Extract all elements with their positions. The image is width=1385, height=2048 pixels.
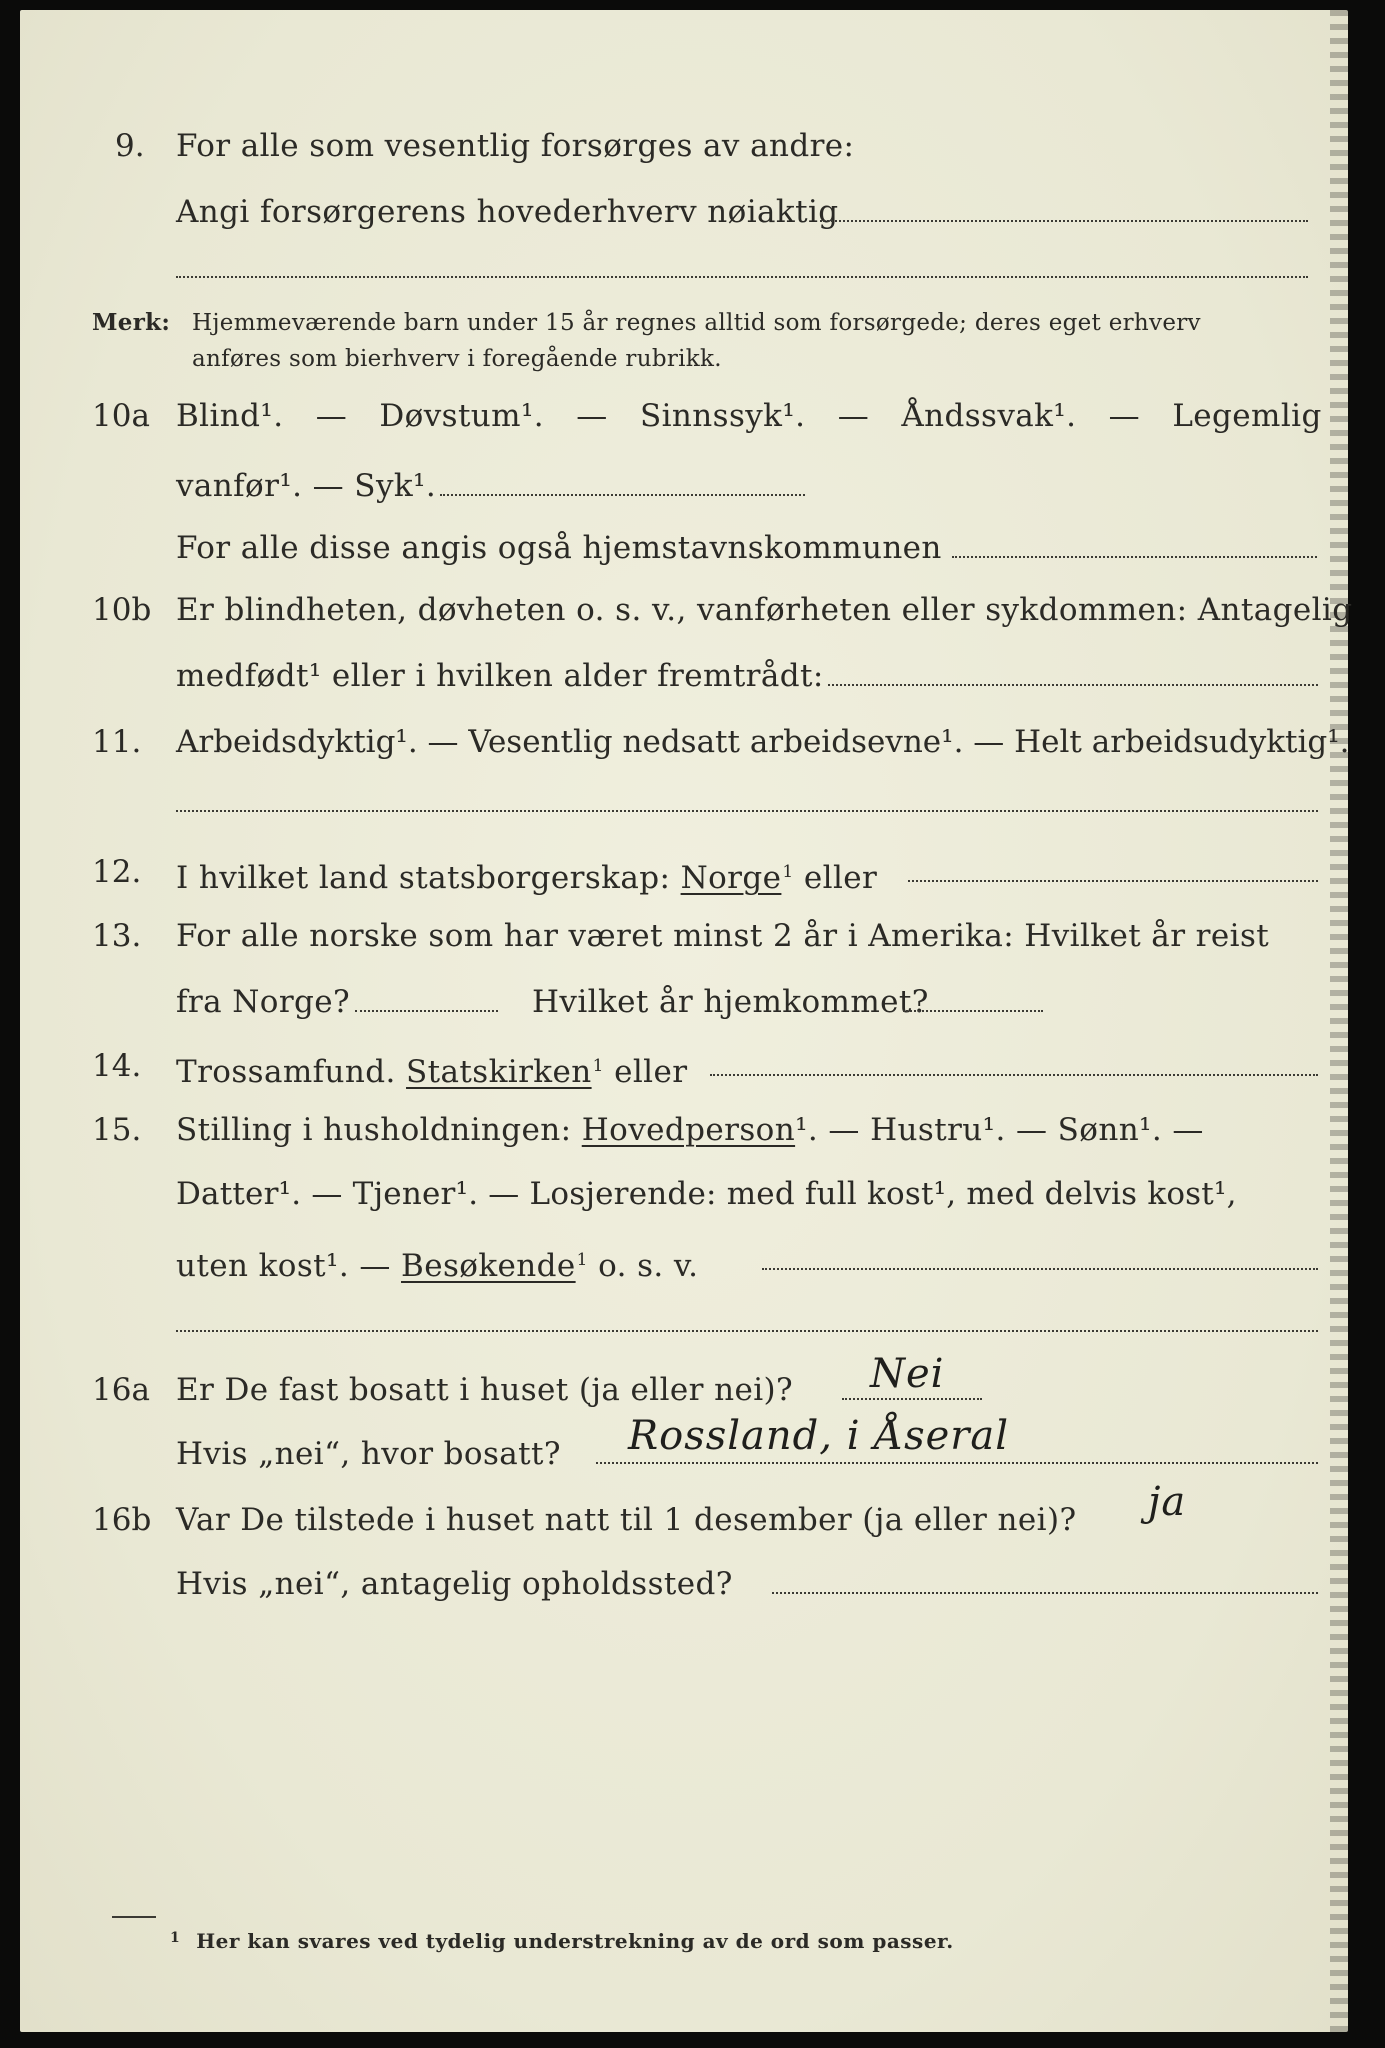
q12-norge-underlined: Norge: [680, 860, 782, 896]
note-line2: anføres som bierhverv i foregående rubrikk.: [192, 346, 722, 372]
q12-line1: I hvilket land statsborgerskap: Norge$^1$ eller: [176, 860, 878, 896]
q13-answer-line-1: [355, 1010, 498, 1012]
q9-line1: For alle som vesentlig forsørges av andre:: [176, 128, 855, 164]
q16a-line2: Hvis „nei“, hvor bosatt?: [176, 1436, 561, 1472]
item-number-9: 9.: [115, 128, 145, 164]
q13-line2b: Hvilket år hjemkommet?: [532, 984, 929, 1020]
footnote-divider: [112, 1916, 156, 1918]
q15-line1: Stilling i husholdningen: Hovedperson¹. — Hustru¹. — Sønn¹. —: [176, 1112, 1204, 1148]
torn-edge: [1330, 10, 1356, 2032]
q16b-line1: Var De tilstede i huset natt til 1 desember (ja eller nei)?: [176, 1502, 1077, 1538]
q9-answer-line-2: [176, 276, 1308, 278]
note-line1: Hjemmeværende barn under 15 år regnes alltid som forsørgede; deres eget erhverv: [192, 310, 1201, 336]
q16b-line2: Hvis „nei“, antagelig opholdssted?: [176, 1566, 733, 1602]
q13-line2a: fra Norge?: [176, 984, 351, 1020]
q14-statskirken-underlined: Statskirken: [406, 1054, 592, 1090]
q16a-line1: Er De fast bosatt i huset (ja eller nei)?: [176, 1372, 794, 1408]
note-label: Merk:: [92, 309, 171, 336]
q9-answer-line: [820, 220, 1308, 222]
q15-answer-line: [762, 1268, 1318, 1270]
q13-answer-line-2: [903, 1010, 1043, 1012]
q12-answer-line: [908, 880, 1318, 882]
item-number-11: 11.: [92, 724, 142, 760]
q10a-answer-line-2: [952, 556, 1317, 558]
q15-hovedperson-underlined: Hovedperson: [581, 1112, 796, 1148]
item-number-16a: 16a: [92, 1372, 150, 1408]
footnote-marker: 1: [170, 1930, 181, 1946]
q10a-answer-line: [440, 494, 805, 496]
q16a-handwritten-answer-2: Rossland, i Åseral: [628, 1413, 1010, 1459]
q10b-line2: medfødt¹ eller i hvilken alder fremtrådt:: [176, 658, 824, 694]
q16a-handwritten-answer-1: Nei: [870, 1351, 945, 1397]
q10b-answer-line: [828, 684, 1318, 686]
census-form-page: [20, 10, 1353, 2032]
q14-line1: Trossamfund. Statskirken$^1$ eller: [176, 1054, 688, 1090]
item-number-14: 14.: [92, 1048, 142, 1084]
q11-answer-line: [176, 810, 1318, 812]
item-number-10a: 10a: [92, 398, 150, 434]
q13-line1: For alle norske som har været minst 2 år i Amerika: Hvilket år reist: [176, 918, 1270, 954]
q10a-line1: Blind¹. — Døvstum¹. — Sinnssyk¹. — Åndssvak¹. — Legemlig: [176, 398, 1322, 434]
q16a-answer-line-2: [596, 1462, 1318, 1464]
q10b-line1: Er blindheten, døvheten o. s. v., vanførheten eller sykdommen: Antagelig: [176, 592, 1353, 628]
item-number-13: 13.: [92, 918, 142, 954]
q10a-line3: For alle disse angis også hjemstavnskommunen: [176, 530, 942, 566]
q9-line2: Angi forsørgerens hovederhverv nøiaktig: [176, 194, 839, 230]
q15-answer-line-2: [176, 1330, 1318, 1332]
item-number-10b: 10b: [92, 592, 152, 628]
q15-line3: uten kost¹. — Besøkende$^1$ o. s. v.: [176, 1248, 699, 1284]
item-number-15: 15.: [92, 1112, 142, 1148]
q15-besokende-underlined: Besøkende: [401, 1248, 576, 1284]
q11-line1: Arbeidsdyktig¹. — Vesentlig nedsatt arbeidsevne¹. — Helt arbeidsudyktig¹.: [176, 724, 1350, 760]
item-number-16b: 16b: [92, 1502, 152, 1538]
q14-answer-line: [710, 1074, 1318, 1076]
footnote: $^1$ Her kan svares ved tydelig understrekning av de ord som passer.: [170, 1929, 954, 1953]
q15-line2: Datter¹. — Tjener¹. — Losjerende: med full kost¹, med delvis kost¹,: [176, 1176, 1237, 1212]
q16b-answer-line: [772, 1592, 1318, 1594]
q16b-handwritten-answer: ja: [1148, 1479, 1187, 1525]
item-number-12: 12.: [92, 854, 142, 890]
q10a-line2: vanfør¹. — Syk¹.: [176, 468, 437, 504]
q16a-answer-line-1: [842, 1398, 982, 1400]
